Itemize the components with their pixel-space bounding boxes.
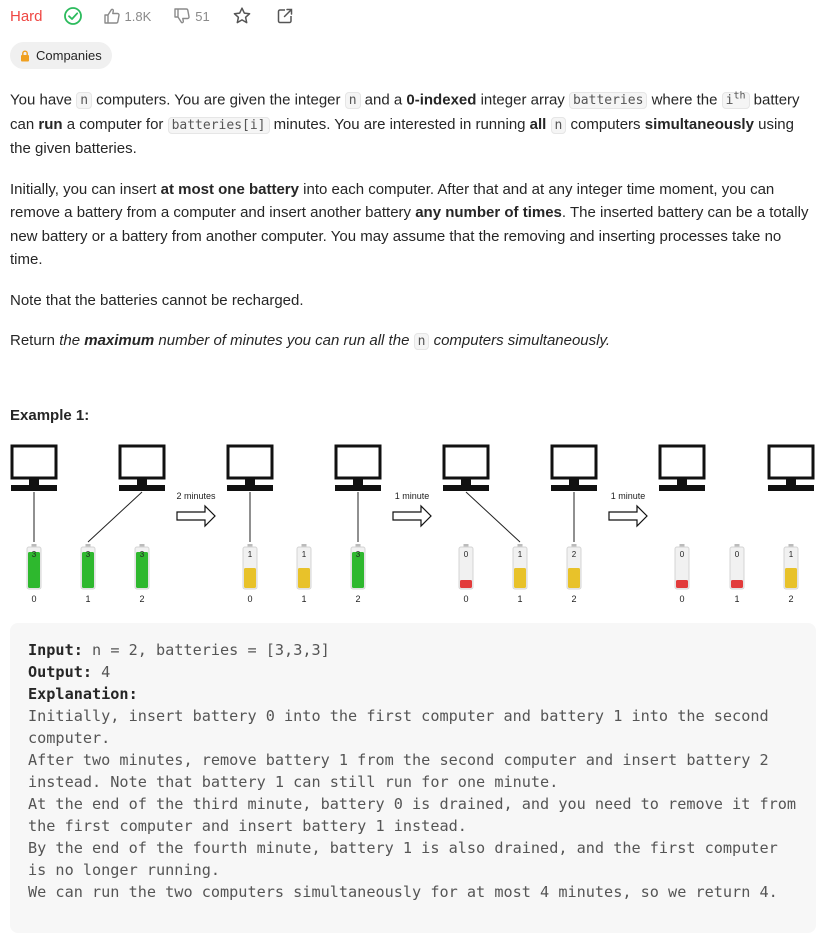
keyboard-base xyxy=(768,485,814,491)
text: Initially, you can insert xyxy=(10,180,161,198)
monitor-stand xyxy=(29,478,39,485)
keyboard-base xyxy=(659,485,705,491)
input-value: n = 2, batteries = [3,3,3] xyxy=(92,641,330,659)
bold-text: maximum xyxy=(84,332,155,350)
battery-index-label: 2 xyxy=(139,594,145,604)
explanation-line: By the end of the fourth minute, battery 1 is also drained, and the first computer is no longer running. xyxy=(28,839,787,879)
text: where the xyxy=(647,91,722,109)
inline-code: batteries[i] xyxy=(168,117,270,134)
text: a computer for xyxy=(62,115,168,133)
right-arrow-icon xyxy=(609,506,647,526)
text: computers simultaneously. xyxy=(429,332,611,350)
favorite-star-icon[interactable] xyxy=(232,6,252,26)
battery-level-label: 1 xyxy=(247,550,253,559)
monitor-stand xyxy=(245,478,255,485)
battery-index-label: 0 xyxy=(463,594,469,604)
like-count: 1.8K xyxy=(124,8,152,24)
text: minutes. You are interested in running xyxy=(269,115,530,133)
monitor-stand xyxy=(569,478,579,485)
battery-level-label: 3 xyxy=(31,550,37,559)
battery-index-label: 1 xyxy=(734,594,740,604)
text: computers. You are given the integer xyxy=(92,91,345,109)
dislike-button[interactable] xyxy=(173,7,209,25)
description-paragraph-4 xyxy=(10,329,810,354)
keyboard-base xyxy=(443,485,489,491)
dislike-count: 51 xyxy=(195,8,210,24)
battery-charge xyxy=(244,568,256,588)
bold-text: run xyxy=(38,115,63,133)
keyboard-base xyxy=(227,485,273,491)
keyboard-base xyxy=(11,485,57,491)
computer-monitor-icon xyxy=(552,446,596,478)
text: using the given batteries. xyxy=(10,115,794,158)
bold-text: 0-indexed xyxy=(406,91,477,109)
battery-charge xyxy=(568,568,580,588)
arrow-label: 1 minute xyxy=(394,491,430,501)
problem-description xyxy=(10,85,810,371)
inline-code: batteries xyxy=(569,92,647,109)
monitor-stand xyxy=(461,478,471,485)
battery-charge xyxy=(298,568,310,588)
output-value: 4 xyxy=(101,663,111,681)
computer-monitor-icon xyxy=(444,446,488,478)
battery-index-label: 0 xyxy=(679,594,685,604)
explanation-line: At the end of the third minute, battery 0 is drained, and you need to remove it from the first computer and insert battery 1 instead. xyxy=(28,795,806,835)
problem-meta-bar xyxy=(10,4,318,28)
output-label: Output: xyxy=(28,663,93,681)
battery-charge xyxy=(676,580,688,588)
computer-monitor-icon xyxy=(660,446,704,478)
battery-level-label: 1 xyxy=(301,550,307,559)
thumbs-up-icon xyxy=(103,7,125,25)
monitor-stand xyxy=(353,478,363,485)
arrow-label: 2 minutes xyxy=(176,491,216,501)
text: Return xyxy=(10,332,60,350)
battery-charge xyxy=(731,580,743,588)
bold-text: at most one battery xyxy=(160,180,299,198)
explanation-line: We can run the two computers simultaneously for at most 4 minutes, so we return 4. xyxy=(28,883,778,901)
input-row xyxy=(28,639,798,661)
inline-code: n xyxy=(551,117,567,134)
difficulty-badge: Hard xyxy=(10,7,43,25)
computer-monitor-icon xyxy=(12,446,56,478)
explanation-label: Explanation: xyxy=(28,685,138,703)
bold-text: simultaneously xyxy=(644,115,754,133)
explanation-line: Initially, insert battery 0 into the first computer and battery 1 into the second computer. xyxy=(28,707,778,747)
companies-tag-button[interactable] xyxy=(10,42,112,69)
inline-code xyxy=(722,92,750,109)
battery-diagram xyxy=(0,436,827,606)
monitor-stand xyxy=(786,478,796,485)
monitor-stand xyxy=(677,478,687,485)
monitor-stand xyxy=(137,478,147,485)
battery-level-label: 0 xyxy=(734,550,740,559)
explanation-row xyxy=(28,683,798,705)
text: computers xyxy=(566,115,645,133)
right-arrow-icon xyxy=(177,506,215,526)
battery-level-label: 0 xyxy=(463,550,469,559)
bold-text: all xyxy=(529,115,547,133)
description-paragraph-1 xyxy=(10,85,810,161)
thumbs-down-icon xyxy=(173,7,195,25)
battery-index-label: 1 xyxy=(85,594,91,604)
battery-charge xyxy=(460,580,472,588)
example-codebox xyxy=(10,623,816,933)
text: You have xyxy=(10,91,77,109)
battery-level-label: 0 xyxy=(679,550,685,559)
computer-monitor-icon xyxy=(336,446,380,478)
battery-index-label: 2 xyxy=(355,594,361,604)
battery-charge xyxy=(785,568,797,588)
arrow-label: 1 minute xyxy=(610,491,646,501)
text: . The inserted battery can be a totally new battery or a battery from another computer. You may assume that the removing and inserting processes take no time. xyxy=(10,204,809,269)
bold-text: any number of times xyxy=(415,204,562,222)
text: number of minutes you can run all the xyxy=(154,332,414,350)
computer-monitor-icon xyxy=(120,446,164,478)
example-figure xyxy=(0,436,827,606)
text xyxy=(546,116,550,133)
battery-index-label: 1 xyxy=(301,594,307,604)
code-text: i xyxy=(725,93,734,109)
keyboard-base xyxy=(119,485,165,491)
computer-monitor-icon xyxy=(228,446,272,478)
battery-index-label: 2 xyxy=(788,594,794,604)
description-paragraph-3: Note that the batteries cannot be recharged. xyxy=(10,291,304,309)
inline-code: n xyxy=(345,92,361,109)
text: the xyxy=(59,332,85,350)
battery-index-label: 2 xyxy=(571,594,577,604)
battery-level-label: 3 xyxy=(139,550,145,559)
input-label: Input: xyxy=(28,641,83,659)
superscript: th xyxy=(733,91,746,102)
battery-level-label: 2 xyxy=(571,550,577,559)
companies-label: Companies xyxy=(36,48,102,63)
example-title: Example 1: xyxy=(10,407,90,424)
italic-text xyxy=(59,332,610,349)
text: and a xyxy=(360,91,407,109)
text: into each computer. After that and at any integer time moment, you can remove a battery from a computer and insert another battery xyxy=(10,180,775,222)
solved-check-icon xyxy=(63,6,83,26)
keyboard-base xyxy=(551,485,597,491)
share-icon[interactable] xyxy=(276,7,294,25)
connection-wire xyxy=(88,492,142,542)
battery-level-label: 3 xyxy=(355,550,361,559)
explanation-line: After two minutes, remove battery 1 from the second computer and insert battery 2 instead. Note that battery 1 can still run for one minute. xyxy=(28,751,778,791)
text: battery can xyxy=(10,91,800,133)
computer-monitor-icon xyxy=(769,446,813,478)
lock-icon xyxy=(20,50,30,62)
battery-charge xyxy=(514,568,526,588)
keyboard-base xyxy=(335,485,381,491)
inline-code: n xyxy=(414,333,430,350)
inline-code: n xyxy=(76,92,92,109)
output-row xyxy=(28,661,798,683)
text: integer array xyxy=(476,91,569,109)
description-paragraph-2 xyxy=(10,178,810,272)
battery-level-label: 3 xyxy=(85,550,91,559)
like-button[interactable] xyxy=(103,7,152,25)
connection-wire xyxy=(466,492,520,542)
battery-level-label: 1 xyxy=(788,550,794,559)
battery-index-label: 0 xyxy=(247,594,253,604)
battery-index-label: 1 xyxy=(517,594,523,604)
battery-index-label: 0 xyxy=(31,594,37,604)
battery-level-label: 1 xyxy=(517,550,523,559)
right-arrow-icon xyxy=(393,506,431,526)
